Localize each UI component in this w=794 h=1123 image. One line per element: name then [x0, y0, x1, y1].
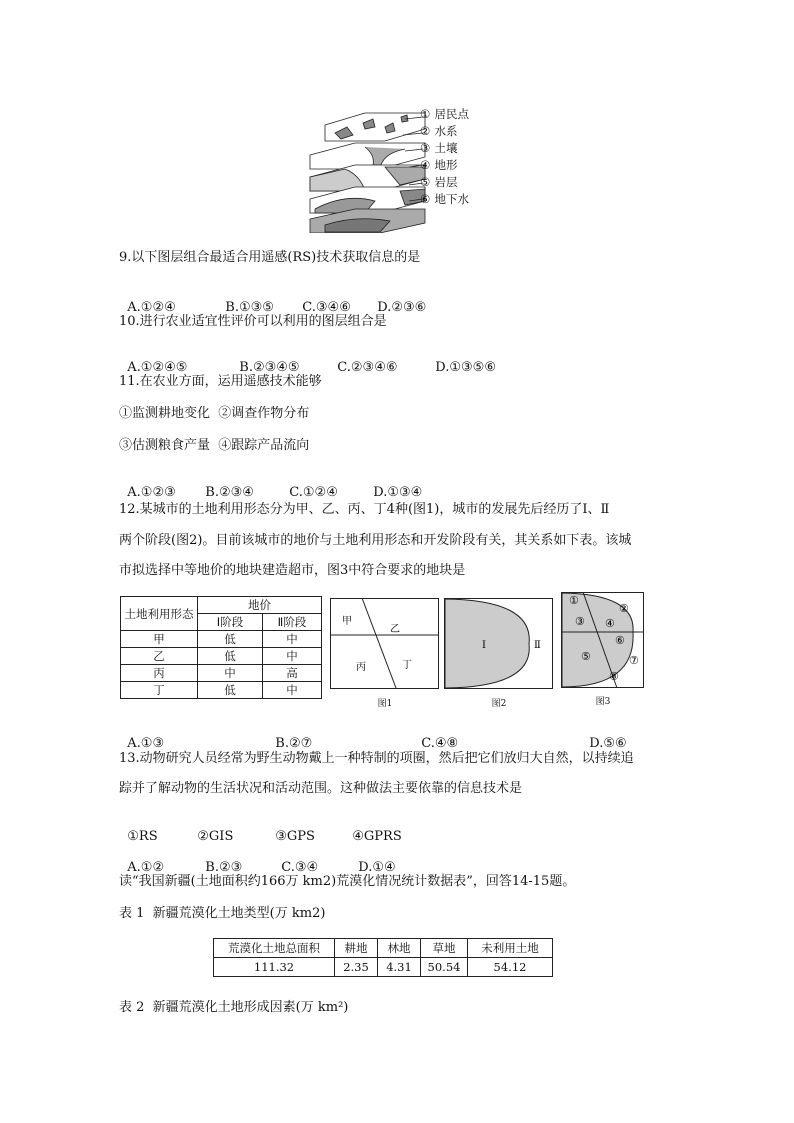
- reading-intro: 读“我国新疆(土地面积约166万 km2)荒漠化情况统计数据表”，回答14-15题。: [119, 874, 576, 889]
- header-stage2: Ⅱ阶段: [263, 614, 322, 631]
- fig3-label-1: ①: [569, 594, 579, 607]
- q12-stem-3: 市拟选择中等地价的地块建造超市，图3中符合要求的地块是: [119, 563, 466, 578]
- cell: 中: [263, 682, 322, 699]
- legend-num: ①: [420, 107, 431, 121]
- legend-num: ⑤: [420, 175, 431, 189]
- table-row: [121, 682, 322, 699]
- cell: 丙: [121, 665, 198, 682]
- legend-row: [420, 174, 530, 191]
- fig2-svg: [444, 598, 554, 690]
- header-cell: 草地: [421, 939, 468, 958]
- legend-label: 地下水: [434, 192, 469, 206]
- option-d[interactable]: D.①③⑤⑥: [435, 360, 496, 375]
- fig3-label-7: ⑦: [629, 654, 639, 667]
- option-c[interactable]: C.④⑧: [421, 736, 459, 751]
- option-d[interactable]: D.①③④: [373, 485, 423, 500]
- table1: [213, 938, 553, 977]
- fig1-label-d: 丁: [402, 660, 412, 671]
- fig3-label-5: ⑤: [581, 650, 591, 663]
- option-d[interactable]: D.⑤⑥: [589, 736, 627, 751]
- option-c[interactable]: C.①②④: [289, 485, 338, 500]
- table2-caption: 表 2 新疆荒漠化土地形成因素(万 km²): [119, 1000, 349, 1015]
- legend-label: 地形: [434, 158, 458, 172]
- legend-num: ②: [420, 124, 431, 138]
- cell: 低: [198, 648, 263, 665]
- cell: 54.12: [468, 958, 553, 977]
- option-b[interactable]: B.②⑦: [275, 736, 313, 751]
- option-a[interactable]: A.①②: [127, 860, 165, 875]
- legend-row: [420, 140, 530, 157]
- fig3-label-4: ④: [605, 617, 615, 630]
- option-a[interactable]: A.①②③: [127, 485, 176, 500]
- legend-label: 居民点: [434, 107, 469, 121]
- fig1-label-b: 乙: [390, 624, 400, 635]
- table-row: [121, 648, 322, 665]
- cell: 低: [198, 682, 263, 699]
- cell: 丁: [121, 682, 198, 699]
- cell: 4.31: [378, 958, 421, 977]
- table-row: [121, 665, 322, 682]
- fig1-label-a: 甲: [342, 616, 352, 627]
- option-b[interactable]: B.②③: [205, 860, 243, 875]
- option-c[interactable]: C.②③④⑥: [337, 360, 398, 375]
- header-stage1: Ⅰ阶段: [198, 614, 263, 631]
- q10-stem: 10.进行农业适宜性评价可以利用的图层组合是: [119, 314, 387, 329]
- table-header-row: [214, 939, 553, 958]
- fig2-label-ii: Ⅱ: [534, 640, 541, 651]
- fig1-svg: [330, 598, 440, 690]
- figure-2: [444, 598, 554, 710]
- q9-options: [119, 284, 426, 316]
- legend-label: 岩层: [434, 175, 458, 189]
- fig3-caption: 图3: [595, 697, 611, 707]
- cell: 乙: [121, 648, 198, 665]
- figure-1: [330, 598, 440, 710]
- cell: 高: [263, 665, 322, 682]
- cell: 中: [263, 631, 322, 648]
- legend-label: 水系: [434, 124, 458, 138]
- q11-options: [119, 469, 422, 501]
- table-row: [121, 631, 322, 648]
- table1-caption: 表 1 新疆荒漠化土地类型(万 km2): [119, 906, 326, 921]
- legend-row: [420, 157, 530, 174]
- cell: 甲: [121, 631, 198, 648]
- option-b[interactable]: B.②③④⑤: [239, 360, 300, 375]
- q10-options: [119, 344, 496, 376]
- land-price-table: [120, 596, 322, 699]
- header-cell: 林地: [378, 939, 421, 958]
- q13-stem-1: 13.动物研究人员经常为野生动物戴上一种特制的项圈，然后把它们放归大自然，以持续追: [119, 751, 634, 766]
- figure-3: [561, 592, 645, 710]
- option-c[interactable]: C.③④: [281, 860, 319, 875]
- cell: 中: [263, 648, 322, 665]
- header-form: 土地利用形态: [121, 597, 198, 631]
- q12-stem-2: 两个阶段(图2)。目前该城市的地价与土地利用形态和开发阶段有关，其关系如下表。该城: [119, 533, 632, 548]
- option-b[interactable]: B.①③⑤: [225, 300, 274, 315]
- layers-legend: [420, 106, 530, 208]
- header-cell: 耕地: [335, 939, 378, 958]
- q13-items: [119, 813, 402, 845]
- header-price: 地价: [198, 597, 322, 614]
- q12-options: [119, 720, 627, 752]
- fig2-caption: 图2: [491, 699, 507, 709]
- fig3-svg: [561, 592, 645, 690]
- q13-options: [119, 844, 396, 876]
- fig1-caption: 图1: [377, 699, 393, 709]
- q13-stem-2: 踪并了解动物的生活状况和活动范围。这种做法主要依靠的信息技术是: [119, 781, 523, 796]
- option-b[interactable]: B.②③④: [205, 485, 254, 500]
- q11-stem: 11.在农业方面，运用遥感技术能够: [119, 374, 322, 389]
- q11-items-2: ③估测粮食产量 ④跟踪产品流向: [119, 438, 310, 453]
- cell: 低: [198, 631, 263, 648]
- item-4: ④GPRS: [352, 829, 402, 844]
- fig3-label-6: ⑥: [615, 634, 625, 647]
- option-d[interactable]: D.①④: [358, 860, 396, 875]
- fig3-label-2: ②: [619, 602, 629, 615]
- q12-stem-1: 12.某城市的土地利用形态分为甲、乙、丙、丁4种(图1)，城市的发展先后经历了Ⅰ、Ⅱ: [119, 502, 610, 517]
- item-1: ①RS: [127, 829, 158, 844]
- legend-num: ⑥: [420, 192, 431, 206]
- cell: 50.54: [421, 958, 468, 977]
- option-a[interactable]: A.①②④⑤: [127, 360, 188, 375]
- q11-items-1: ①监测耕地变化 ②调查作物分布: [119, 406, 310, 421]
- option-a[interactable]: A.①②④: [127, 300, 176, 315]
- option-d[interactable]: D.②③⑥: [377, 300, 427, 315]
- fig1-label-c: 丙: [356, 662, 366, 673]
- option-a[interactable]: A.①③: [127, 736, 165, 751]
- fig3-label-3: ③: [575, 615, 585, 628]
- option-c[interactable]: C.③④⑥: [302, 300, 351, 315]
- cell: 2.35: [335, 958, 378, 977]
- header-cell: 未利用土地: [468, 939, 553, 958]
- item-2: ②GIS: [197, 829, 234, 844]
- legend-row: [420, 191, 530, 208]
- legend-row: [420, 123, 530, 140]
- legend-row: [420, 106, 530, 123]
- cell: 111.32: [214, 958, 335, 977]
- legend-label: 土壤: [434, 141, 458, 155]
- fig2-label-i: Ⅰ: [482, 640, 486, 651]
- header-cell: 荒漠化土地总面积: [214, 939, 335, 958]
- q9-stem: 9.以下图层组合最适合用遥感(RS)技术获取信息的是: [119, 250, 421, 265]
- item-3: ③GPS: [275, 829, 315, 844]
- fig3-label-8: ⑧: [609, 670, 619, 683]
- table-row: [214, 958, 553, 977]
- legend-num: ④: [420, 158, 431, 172]
- legend-num: ③: [420, 141, 431, 155]
- cell: 中: [198, 665, 263, 682]
